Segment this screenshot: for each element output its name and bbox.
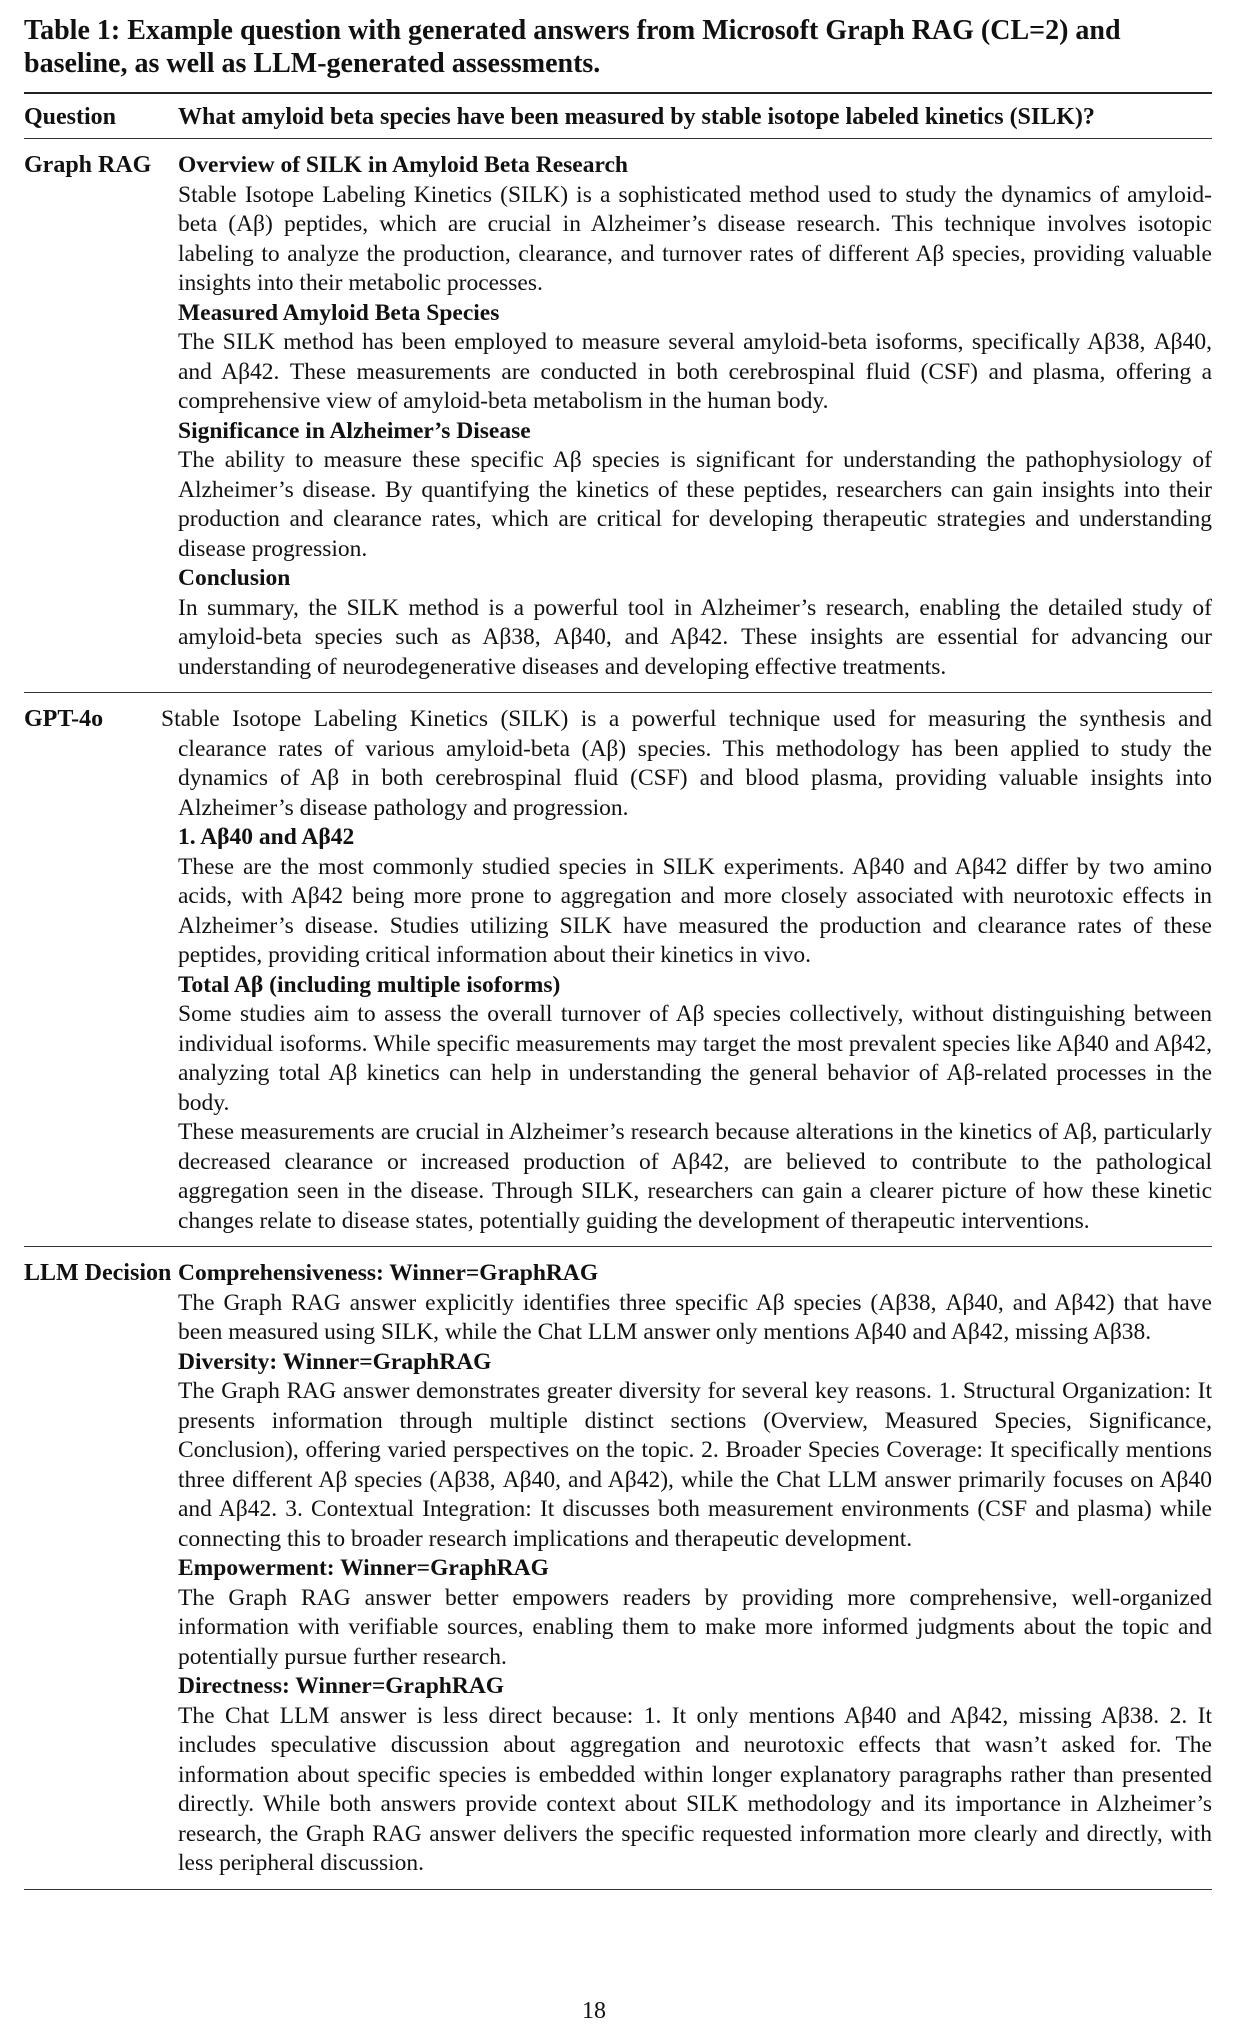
decision-text-comprehensiveness: The Graph RAG answer explicitly identifies three specific Aβ species (Aβ38, Aβ40, and Aβ42) that have been measured using SILK, while the Chat LLM answer only mentions Aβ40 and Aβ42, missing Aβ38. — [178, 1289, 1212, 1345]
graphrag-heading-conclusion: Conclusion — [178, 565, 291, 591]
decision-heading-empowerment: Empowerment: Winner=GraphRAG — [178, 1555, 549, 1581]
gpt4o-text-total-ab: Some studies aim to assess the overall turnover of Aβ species collectively, without distinguishing between individual isoforms. While specific measurements may target the most prevalent species like Aβ40 and Aβ42, analyzing total Aβ kinetics can help in understanding the general behavior of Aβ-related processes in the body. — [178, 1001, 1212, 1116]
question-label: Question — [24, 104, 117, 130]
decision-label: LLM Decision — [24, 1260, 172, 1286]
decision-heading-diversity: Diversity: Winner=GraphRAG — [178, 1348, 492, 1375]
gpt4o-text-ab40-ab42: These are the most commonly studied species in SILK experiments. Aβ40 and Aβ42 differ by two amino acids, with Aβ42 being more prone to aggregation and more closely associated with neurotoxic effects in Alzheimer’s disease. Studies utilizing SILK have measured the production and clearance rates of these peptides, providing critical information about their kinetics in vivo. — [178, 853, 1212, 968]
gpt4o-outro: These measurements are crucial in Alzheimer’s research because alterations in the kinetics of Aβ, particularly decreased clearance or increased production of Aβ42, are believed to contribute to the pathological aggregation seen in the disease. Through SILK, researchers can gain a clearer picture of how these kinetic changes relate to disease states, potentially guiding the development of therapeutic interventions. — [178, 1119, 1212, 1234]
decision-text-empowerment: The Graph RAG answer better empowers readers by providing more comprehensive, well-organized information with verifiable sources, enabling them to make more informed judgments about the topic and potentially pursue further research. — [178, 1584, 1212, 1670]
bottom-rule — [24, 1889, 1212, 1890]
decision-content — [178, 1259, 1212, 1879]
graphrag-text-significance: The ability to measure these specific Aβ species is significant for understanding the pathophysiology of Alzheimer’s disease. By quantifying the kinetics of these peptides, researchers can gain insights into their production and clearance rates, which are critical for developing therapeutic strategies and understanding disease progression. — [178, 447, 1212, 562]
decision-heading-comprehensiveness: Comprehensiveness: Winner=GraphRAG — [178, 1260, 599, 1286]
gpt4o-heading-total-ab: Total Aβ (including multiple isoforms) — [178, 971, 561, 998]
graphrag-heading-significance: Significance in Alzheimer’s Disease — [178, 417, 531, 444]
decision-row — [24, 1247, 1212, 1889]
graphrag-text-species: The SILK method has been employed to measure several amyloid-beta isoforms, specifically Aβ38, Aβ40, and Aβ42. These measurements are conducted in both cerebrospinal fluid (CSF) and plasma, offering a comprehensive view of amyloid-beta metabolism in the human body. — [178, 329, 1212, 414]
graphrag-heading-species: Measured Amyloid Beta Species — [178, 299, 500, 326]
graphrag-label: Graph RAG — [24, 152, 152, 178]
graphrag-text-conclusion: In summary, the SILK method is a powerful tool in Alzheimer’s research, enabling the detailed study of amyloid-beta species such as Aβ38, Aβ40, and Aβ42. These insights are essential for advancing our understanding of neurodegenerative diseases and developing effective treatments. — [178, 594, 1212, 680]
gpt4o-row — [24, 693, 1212, 1246]
graphrag-row — [24, 139, 1212, 692]
decision-text-directness: The Chat LLM answer is less direct because: 1. It only mentions Aβ40 and Aβ42, missing Aβ38. 2. It includes speculative discussion about aggregation and neurotoxic effects that wasn’t asked for. The information about specific species is embedded within longer explanatory paragraphs rather than presented directly. While both answers provide context about SILK methodology and its importance in Alzheimer’s research, the Graph RAG answer delivers the specific requested information more clearly and directly, with less peripheral discussion. — [178, 1702, 1212, 1876]
graphrag-answer — [178, 151, 1212, 682]
table-caption: Table 1: Example question with generated answers from Microsoft Graph RAG (CL=2) and baseline, as well as LLM-generated assessments. — [24, 15, 1121, 79]
page-number: 18 — [582, 1998, 606, 2024]
question-row — [24, 94, 1212, 138]
graphrag-heading-overview: Overview of SILK in Amyloid Beta Research — [178, 152, 628, 178]
gpt4o-intro: Stable Isotope Labeling Kinetics (SILK) is a powerful technique used for measuring the synthesis and clearance rates of various amyloid-beta (Aβ) species. This methodology has been applied to study the dynamics of Aβ in both cerebrospinal fluid (CSF) and blood plasma, providing valuable insights into Alzheimer’s disease pathology and progression. — [161, 706, 1212, 821]
decision-heading-directness: Directness: Winner=GraphRAG — [178, 1673, 505, 1699]
question-text: What amyloid beta species have been measured by stable isotope labeled kinetics (SILK)? — [178, 104, 1095, 130]
table-1 — [24, 14, 1212, 1890]
graphrag-text-overview: Stable Isotope Labeling Kinetics (SILK) is a sophisticated method used to study the dynamics of amyloid-beta (Aβ) peptides, which are crucial in Alzheimer’s disease research. This technique involves isotopic labeling to analyze the production, clearance, and turnover rates of different Aβ species, providing valuable insights into their metabolic processes. — [178, 181, 1212, 296]
gpt4o-label: GPT-4o — [24, 706, 104, 732]
gpt4o-heading-ab40-ab42: 1. Aβ40 and Aβ42 — [178, 824, 355, 850]
decision-text-diversity: The Graph RAG answer demonstrates greater diversity for several key reasons. 1. Structural Organization: It presents information through multiple distinct sections (Overview, Measured Species, Significance, Conclusion), offering varied perspectives on the topic. 2. Broader Species Coverage: It specifically mentions three different Aβ species (Aβ38, Aβ40, and Aβ42), while the Chat LLM answer primarily focuses on Aβ40 and Aβ42. 3. Contextual Integration: It discusses both measurement environments (CSF and plasma) while connecting this to broader research implications and therapeutic development. — [178, 1378, 1212, 1552]
gpt4o-answer — [161, 705, 1212, 1236]
